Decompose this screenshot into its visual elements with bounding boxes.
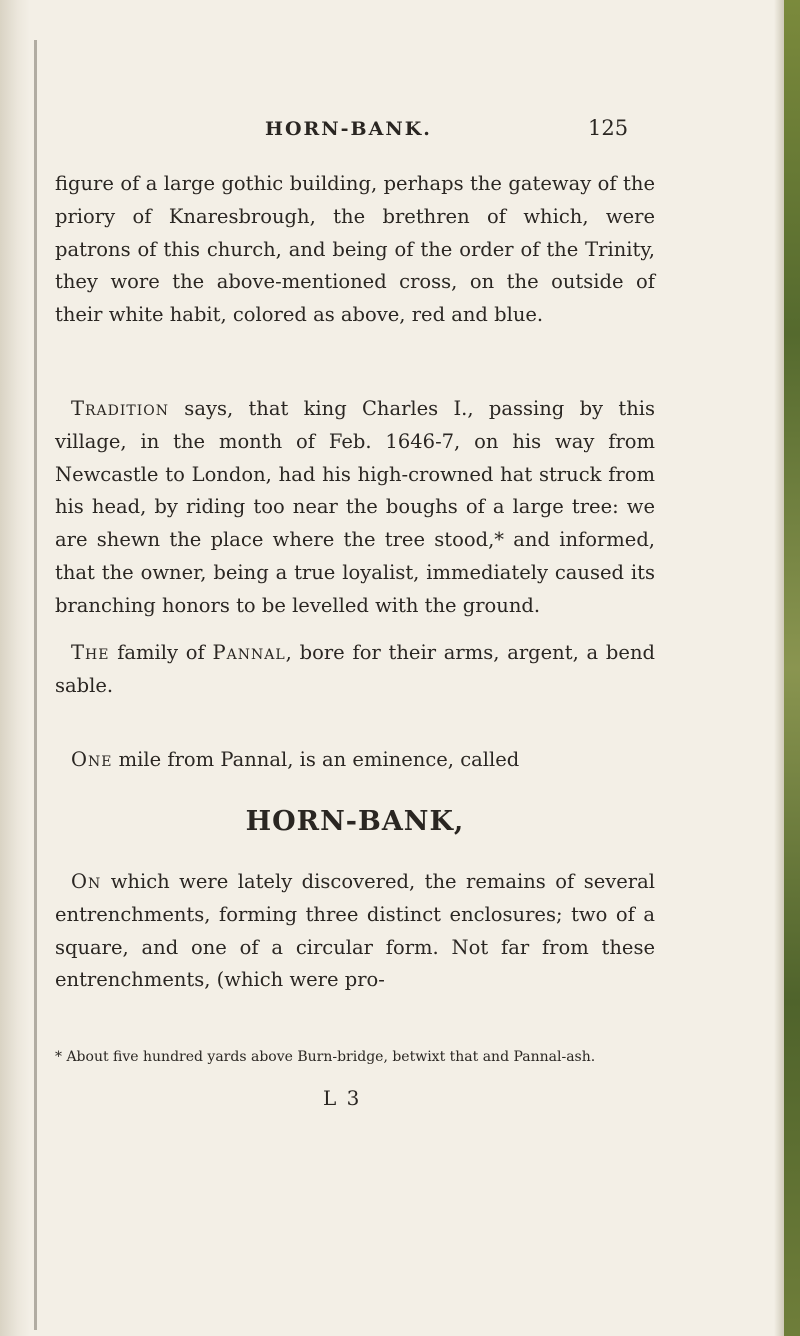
paragraph-text: figure of a large gothic building, perhaps the gateway of the priory of Knaresbrough, the brethren of which, were patrons of this church, and being of the order of the Trinity, they wore the above-mentioned cross, on the outside of their white habit, colored as above, red and blue. — [55, 172, 655, 327]
book-page — [55, 0, 755, 1336]
paragraph-lead-word: Tradition — [71, 397, 170, 420]
section-heading: HORN-BANK, — [245, 806, 465, 837]
family-name: Pannal — [212, 641, 286, 664]
running-head — [55, 118, 755, 148]
paragraph-entrenchments — [55, 866, 655, 997]
paragraph-text: says, that king Charles I., passing by this village, in the month of Feb. 1646-7, on his way from Newcastle to London, had his high-crowned hat struck from his head, by riding too near the boughs of a large tree: we are shewn the place where the tree stood,* and informed, that the owner, being a true loyalist, immediately caused its branching honors to be levelled with the ground. — [55, 397, 655, 617]
paragraph-tradition — [55, 393, 655, 623]
paragraph-gothic-building — [55, 168, 655, 332]
paragraph-lead-word: On — [71, 870, 102, 893]
paragraph-pannal-arms — [55, 637, 655, 703]
paragraph-text-rest: , bore for their arms, argent, a bend sable. — [55, 641, 655, 697]
paragraph-text: mile from Pannal, is an eminence, called — [112, 748, 520, 771]
paragraph-text: which were lately discovered, the remains of several entrenchments, forming three distinct enclosures; two of a square, and one of a circular form. Not far from these entrenchments, (which were pro- — [55, 870, 655, 992]
binding-rule — [34, 40, 37, 1330]
paragraph-text: family of — [109, 641, 213, 664]
paragraph-eminence — [55, 744, 655, 777]
paragraph-lead-word: The — [71, 641, 110, 664]
running-title: HORN-BANK. — [265, 118, 432, 140]
page-left-edge — [0, 0, 30, 1336]
page-right-shadow — [774, 0, 784, 1336]
book-spine-edge — [784, 0, 800, 1336]
signature-mark: L 3 — [323, 1086, 362, 1110]
footnote: * About five hundred yards above Burn-bridge, betwixt that and Pannal-ash. — [55, 1049, 596, 1065]
paragraph-lead-word: One — [71, 748, 113, 771]
page-number: 125 — [588, 116, 629, 140]
